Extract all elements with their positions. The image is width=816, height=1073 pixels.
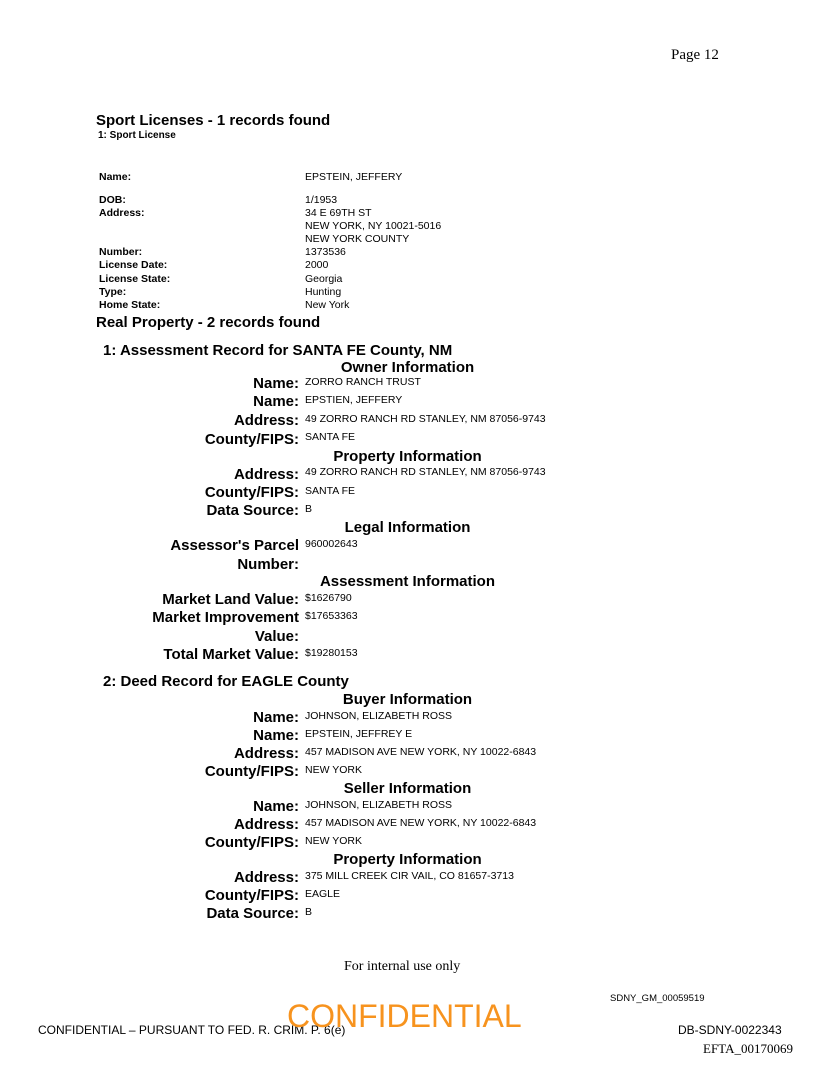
sl-license-state-label: License State: bbox=[99, 273, 171, 285]
record2-property-address-value: 375 MILL CREEK CIR VAIL, CO 81657-3713 bbox=[305, 870, 514, 882]
sl-number-value: 1373536 bbox=[305, 246, 346, 258]
record1-improvement-value: $17653363 bbox=[305, 610, 358, 622]
record2-buyer-name1-label: Name: bbox=[253, 709, 299, 726]
bates-number-efta: EFTA_00170069 bbox=[703, 1041, 793, 1056]
record2-property-heading: Property Information bbox=[333, 851, 482, 868]
record2-buyer-address-value: 457 MADISON AVE NEW YORK, NY 10022-6843 bbox=[305, 746, 537, 758]
record1-owner-county-label: County/FIPS: bbox=[204, 431, 299, 448]
record1-data-source-value: B bbox=[305, 503, 313, 515]
sport-licenses-title: Sport Licenses - 1 records found bbox=[96, 112, 331, 129]
record2-buyer-county-label: County/FIPS: bbox=[204, 763, 299, 780]
record1-legal-heading: Legal Information bbox=[344, 519, 471, 536]
record2-title: 2: Deed Record for EAGLE County bbox=[103, 673, 349, 690]
record2-buyer-name1-value: JOHNSON, ELIZABETH ROSS bbox=[305, 710, 453, 722]
record1-owner-heading: Owner Information bbox=[340, 359, 475, 376]
sl-number-label: Number: bbox=[99, 246, 143, 258]
record2-seller-address-label: Address: bbox=[233, 816, 299, 833]
record1-property-heading: Property Information bbox=[333, 448, 482, 465]
record1-parcel-label-line2: Number: bbox=[237, 556, 299, 573]
record1-owner-address-label: Address: bbox=[233, 412, 299, 429]
internal-use-note: For internal use only bbox=[344, 959, 461, 974]
real-property-title: Real Property - 2 records found bbox=[96, 314, 321, 331]
record1-parcel-label-line1: Assessor's Parcel bbox=[170, 537, 299, 554]
record1-owner-name2-value: EPSTIEN, JEFFERY bbox=[305, 394, 403, 406]
record1-total-value-label: Total Market Value: bbox=[163, 646, 299, 663]
record2-buyer-heading: Buyer Information bbox=[342, 691, 473, 708]
record2-seller-heading: Seller Information bbox=[343, 780, 472, 797]
sl-dob-value: 1/1953 bbox=[305, 194, 338, 206]
record1-total-value: $19280153 bbox=[305, 647, 358, 659]
record1-owner-address-value: 49 ZORRO RANCH RD STANLEY, NM 87056-9743 bbox=[305, 413, 546, 425]
record1-owner-county-value: SANTA FE bbox=[305, 431, 355, 443]
bates-number-db: DB-SDNY-0022343 bbox=[678, 1023, 782, 1037]
sl-type-label: Type: bbox=[99, 286, 127, 298]
sl-home-state-label: Home State: bbox=[99, 299, 161, 311]
sl-license-date-label: License Date: bbox=[99, 259, 168, 271]
sl-license-state-value: Georgia bbox=[305, 273, 343, 285]
confidential-stamp: CONFIDENTIAL bbox=[287, 998, 522, 1034]
record2-data-source-label: Data Source: bbox=[206, 905, 299, 922]
record2-data-source-value: B bbox=[305, 906, 313, 918]
confidential-notice: CONFIDENTIAL – PURSUANT TO FED. R. CRIM. P. 6(e) bbox=[38, 1023, 346, 1037]
record2-property-county-label: County/FIPS: bbox=[204, 887, 299, 904]
sl-dob-label: DOB: bbox=[99, 194, 126, 206]
sl-name-label: Name: bbox=[99, 171, 132, 183]
record2-buyer-county-value: NEW YORK bbox=[305, 764, 362, 776]
sl-home-state-value: New York bbox=[305, 299, 350, 311]
record1-owner-name1-value: ZORRO RANCH TRUST bbox=[305, 376, 421, 388]
record2-seller-county-value: NEW YORK bbox=[305, 835, 362, 847]
record2-seller-name-value: JOHNSON, ELIZABETH ROSS bbox=[305, 799, 453, 811]
bates-number-gm: SDNY_GM_00059519 bbox=[610, 993, 705, 1004]
record1-assessment-heading: Assessment Information bbox=[319, 573, 496, 590]
record1-property-address-value: 49 ZORRO RANCH RD STANLEY, NM 87056-9743 bbox=[305, 466, 546, 478]
record2-buyer-name2-label: Name: bbox=[253, 727, 299, 744]
record2-seller-name-label: Name: bbox=[253, 798, 299, 815]
record1-property-address-label: Address: bbox=[233, 466, 299, 483]
record1-improvement-label-line1: Market Improvement bbox=[152, 609, 299, 626]
sl-license-date-value: 2000 bbox=[305, 259, 329, 271]
record2-property-address-label: Address: bbox=[233, 869, 299, 886]
record1-land-value: $1626790 bbox=[305, 592, 352, 604]
sl-address-line1: 34 E 69TH ST bbox=[305, 207, 372, 219]
record2-buyer-address-label: Address: bbox=[233, 745, 299, 762]
page-number: Page 12 bbox=[671, 47, 719, 63]
record1-title: 1: Assessment Record for SANTA FE County, NM bbox=[103, 342, 453, 359]
sl-type-value: Hunting bbox=[305, 286, 342, 298]
record2-seller-county-label: County/FIPS: bbox=[204, 834, 299, 851]
sl-address-label: Address: bbox=[99, 207, 145, 219]
record2-buyer-name2-value: EPSTEIN, JEFFREY E bbox=[305, 728, 413, 740]
record1-property-county-value: SANTA FE bbox=[305, 485, 355, 497]
sl-name-value: EPSTEIN, JEFFERY bbox=[305, 171, 403, 183]
record1-owner-name1-label: Name: bbox=[253, 375, 299, 392]
record1-owner-name2-label: Name: bbox=[253, 393, 299, 410]
record1-parcel-value: 960002643 bbox=[305, 538, 358, 550]
record2-seller-address-value: 457 MADISON AVE NEW YORK, NY 10022-6843 bbox=[305, 817, 537, 829]
record1-data-source-label: Data Source: bbox=[206, 502, 299, 519]
sport-license-subtitle: 1: Sport License bbox=[98, 130, 176, 141]
record1-property-county-label: County/FIPS: bbox=[204, 484, 299, 501]
sl-address-line2: NEW YORK, NY 10021-5016 bbox=[305, 220, 442, 232]
record1-improvement-label-line2: Value: bbox=[254, 628, 299, 645]
sl-address-line3: NEW YORK COUNTY bbox=[305, 233, 410, 245]
record2-property-county-value: EAGLE bbox=[305, 888, 341, 900]
record1-land-value-label: Market Land Value: bbox=[162, 591, 299, 608]
